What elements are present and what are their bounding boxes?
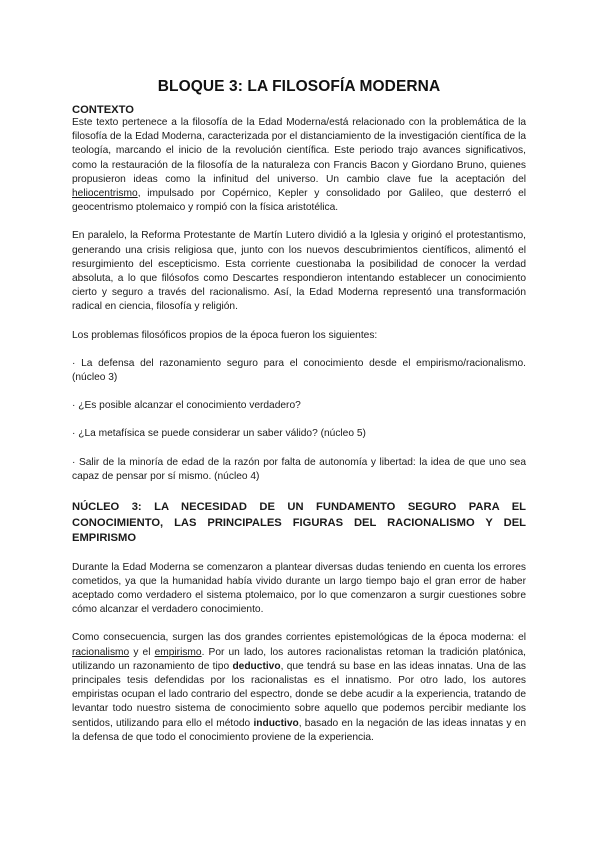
contexto-paragraph-1: Este texto pertenece a la filosofía de la Edad Moderna/está relacionado con la problemática de la filosofía de la Edad Moderna, caracterizada por el distanciamiento de la investigación científica de la teología, marcando el inicio de la revolución científica. Este periodo trajo avances significativos, como la restauración de la filosofía de la naturaleza con Francis Bacon y Giordano Bruno, quienes propusieron ideas como la infinitud del universo. Un cambio clave fue la aceptación del heliocentrismo, impulsado por Copérnico, Kepler y consolidado por Galileo, que desterró el geocentrismo ptolemaico y rompió con la física aristotélica. xyxy=(72,117,526,214)
page-title: BLOQUE 3: LA FILOSOFÍA MODERNA xyxy=(157,78,441,95)
term-racionalismo: racionalismo xyxy=(72,646,130,658)
list-item: · ¿Es posible alcanzar el conocimiento verdadero? xyxy=(72,400,301,412)
nucleo-3-paragraph-1: Durante la Edad Moderna se comenzaron a plantear diversas dudas teniendo en cuenta los errores cometidos, ya que la humanidad había vivido durante un largo tiempo bajo el gran error de haber aceptado como verdadero el sistema ptolemaico, por lo que comenzaron a surgir cuestiones sobre cómo alcanzar el verdadero conocimiento. xyxy=(72,561,526,616)
term-deductivo: deductivo xyxy=(232,660,281,672)
contexto-paragraph-3: Los problemas filosóficos propios de la época fueron los siguientes: xyxy=(72,329,378,341)
term-inductivo: inductivo xyxy=(253,717,299,729)
section-heading-nucleo-3: NÚCLEO 3: LA NECESIDAD DE UN FUNDAMENTO SEGURO PARA EL CONOCIMIENTO, LAS PRINCIPALES FIGURAS DEL RACIONALISMO Y DEL EMPIRISMO xyxy=(72,501,526,545)
term-heliocentrismo: heliocentrismo xyxy=(72,188,138,200)
document-page xyxy=(72,78,526,745)
nucleo-3-paragraph-2: Como consecuencia, surgen las dos grandes corrientes epistemológicas de la época moderna: el racionalismo y el empirismo. Por un lado, los autores racionalistas retoman la tradición platónica, utilizando un razonamiento de tipo deductivo, que tendrá su base en las ideas innatas. Una de las principales tesis defendidas por los racionalistas es el innatismo. Por otro lado, los autores empiristas ocupan el lado contrario del espectro, donde se debe acudir a la experiencia, tratando de levantar todo nuestro sistema de conocimiento sobre aquello que podemos percibir mediante los sentidos, utilizando para ello el método inductivo, basado en la negación de las ideas innatas y en la defensa de que todo el conocimiento proviene de la experiencia. xyxy=(72,632,527,743)
list-item: · ¿La metafísica se puede considerar un saber válido? (núcleo 5) xyxy=(72,428,366,440)
list-item: · La defensa del razonamiento seguro para el conocimiento desde el empirismo/racionalismo. (núcleo 3) xyxy=(72,357,526,384)
contexto-paragraph-2: En paralelo, la Reforma Protestante de Martín Lutero dividió a la Iglesia y originó el protestantismo, generando una crisis religiosa que, junto con los nuevos descubrimientos científicos, alimentó el resurgimiento del escepticismo. Esta corriente cuestionaba la posibilidad de conocer la verdad absoluta, a lo que filósofos como Descartes respondieron intentando establecer un conocimiento cierto y seguro a través del racionalismo. Así, la Edad Moderna representó una transformación radical en ciencia, filosofía y religión. xyxy=(72,230,526,313)
list-item: · Salir de la minoría de edad de la razón por falta de autonomía y libertad: la idea de que uno sea capaz de pensar por sí mismo. (núcleo 4) xyxy=(72,456,526,482)
section-heading-contexto: CONTEXTO xyxy=(72,104,134,116)
term-empirismo: empirismo xyxy=(154,646,202,658)
